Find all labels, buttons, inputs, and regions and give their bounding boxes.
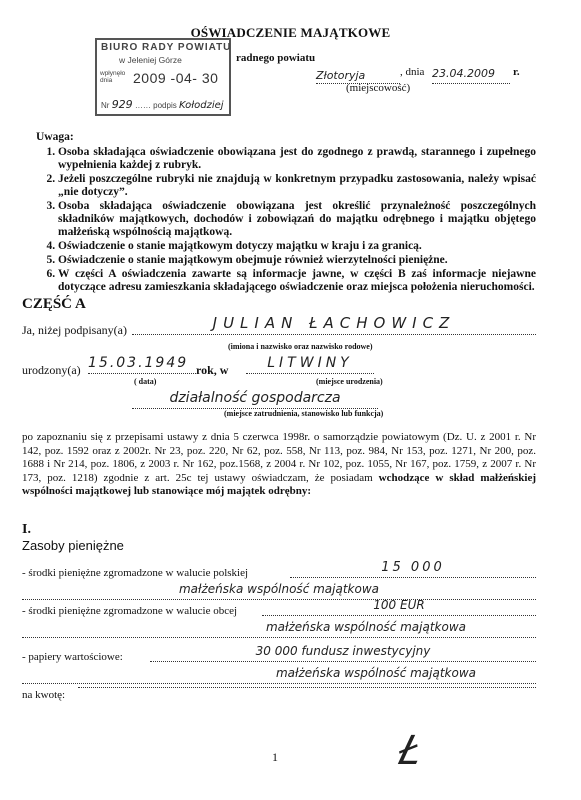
securities-note-field (22, 664, 536, 684)
born-label: urodzony(a) (22, 363, 81, 377)
note-item: 1. Osoba składająca oświadczenie obowiązana jest do zgodnego z prawdą, starannego i zupełnego wypełnienia każdej z rubryk. (58, 146, 536, 172)
page-number: 1 (272, 750, 278, 764)
name-label: Ja, niżej podpisany(a) (22, 323, 127, 337)
securities-note-dots (22, 682, 536, 684)
date-suffix: r. (513, 66, 520, 78)
date-field (432, 64, 510, 84)
stamp-office-name: BIURO RADY POWIATU (101, 42, 232, 53)
cash-foreign-note-dots (22, 636, 536, 638)
section-1-number: I. (22, 522, 31, 537)
cash-pln-value: 15 000 (381, 560, 445, 575)
born-date-value: 15.03.1949 (88, 355, 189, 371)
notes-heading: Uwaga: (36, 131, 74, 143)
born-place-field (246, 354, 374, 374)
name-value: JULIAN ŁACHOWICZ (212, 314, 456, 332)
document-title: OŚWIADCZENIE MAJĄTKOWE (190, 25, 391, 40)
born-date-caption: ( data) (134, 377, 157, 386)
stamp-nr-value: 929 (111, 98, 133, 111)
registry-stamp (95, 38, 231, 116)
date-dots (432, 82, 510, 84)
cash-foreign-note: małżeńska wspólność majątkowa (265, 620, 466, 634)
born-date-dots (88, 372, 196, 374)
job-value: działalność gospodarcza (169, 390, 341, 406)
securities-dots (150, 660, 536, 662)
note-item: 4. Oświadczenie o stanie majątkowym dotyczy majątku w kraju i za granicą. (58, 240, 536, 253)
statement-paragraph (22, 431, 536, 499)
cash-pln-field (290, 558, 536, 578)
subtitle: radnego powiatu (236, 52, 316, 64)
notes-block (36, 131, 536, 295)
cash-foreign-label: - środki pieniężne zgromadzone w walucie obcej (22, 605, 238, 617)
stamp-received-label: wpłynęło dnia (100, 70, 126, 84)
born-place-value: LITWINY (267, 355, 353, 371)
stamp-office-city: w Jeleniej Górze (119, 55, 182, 65)
note-item: 2. Jeżeli poszczególne rubryki nie znajdują w konkretnym przypadku zastosowania, należy wpisać „nie dotyczy”. (58, 173, 536, 199)
stamp-received-date: 2009 -04- 30 (133, 70, 219, 86)
cash-foreign-dots (262, 614, 536, 616)
note-item: 3. Osoba składająca oświadczenie obowiązana jest określić przynależność poszczególnych składników majątkowych, dochodów i zobowiązań do majątku odrębnego i majątku objętego małżeńską wspólnością majątkową. (58, 200, 536, 239)
section-1-title: Zasoby pieniężne (22, 538, 124, 553)
born-date-field (88, 354, 196, 374)
cash-foreign-value: 100 EUR (373, 598, 425, 612)
amount-label: na kwotę: (22, 689, 66, 701)
cash-pln-dots (290, 576, 536, 578)
stamp-podpis-label: podpis (153, 101, 177, 110)
part-a-heading: CZĘŚĆ A (22, 296, 86, 312)
note-item: 6. W części A oświadczenia zawarte są informacje jawne, w części B zaś informacje niejawne dotyczące adresu zamieszkania składającego oświadczenie oraz miejsca położenia nieruchomości. (58, 268, 536, 294)
notes-list (36, 146, 536, 294)
date-prefix: , dnia (400, 66, 425, 78)
date-value: 23.04.2009 (432, 67, 495, 80)
stamp-nr-label: Nr (101, 101, 110, 110)
securities-field (150, 642, 536, 662)
cash-foreign-note-field (22, 618, 536, 638)
cash-pln-note: małżeńska wspólność majątkowa (178, 582, 379, 596)
statement-text: po zapoznaniu się z przepisami ustawy z dnia 5 czerwca 1998r. o samorządzie powiatowym (Dz. U. z 2001 r. Nr 142, poz. 1592 oraz z 2002r. Nr 23, poz. 220, Nr 62, poz. 558, Nr 113, poz. 984, Nr 153, poz. 1271, Nr 200, poz. 1688 i Nr 214, poz. 1806, z 2003 r. Nr 162, poz.1568, z 2004 r. Nr 102, poz. 1055, Nr 167, poz. 1759, z 2007 r. Nr 173, poz. 1218) zgodnie z art. 25c tej ustawy oświadczam, że posiadam (22, 431, 536, 484)
place-value: Złotoryja (316, 69, 366, 82)
name-field (132, 314, 536, 335)
note-item: 5. Oświadczenie o stanie majątkowym obejmuje również wierzytelności pieniężne. (58, 254, 536, 267)
born-rok-label: rok, w (196, 363, 229, 377)
amount-dots (78, 686, 536, 688)
securities-label: - papiery wartościowe: (22, 651, 123, 663)
stamp-signature: Kołodziej (178, 100, 224, 111)
born-place-caption: (miejsce urodzenia) (316, 377, 383, 386)
name-dots (132, 333, 536, 335)
job-field (132, 389, 378, 409)
name-caption: (imiona i nazwisko oraz nazwisko rodowe) (228, 342, 373, 351)
statement-bold-text: wchodzące w skład małżeńskiej wspólności majątkowej lub stanowiące mój majątek odrębny: (22, 471, 536, 497)
job-caption: (miejsce zatrudnienia, stanowisko lub funkcja) (224, 409, 384, 418)
amount-field (78, 686, 536, 688)
cash-foreign-field (262, 596, 536, 616)
cash-pln-label: - środki pieniężne zgromadzone w walucie polskiej (22, 567, 249, 579)
place-caption: (miejscowość) (346, 82, 411, 94)
stamp-number-row: Nr 929 …… podpis Kołodziej (101, 98, 224, 111)
born-place-dots (246, 372, 374, 374)
securities-value: 30 000 fundusz inwestycyjny (255, 644, 431, 658)
initials-signature: Ł (393, 728, 429, 774)
securities-note: małżeńska wspólność majątkowa (275, 666, 476, 680)
